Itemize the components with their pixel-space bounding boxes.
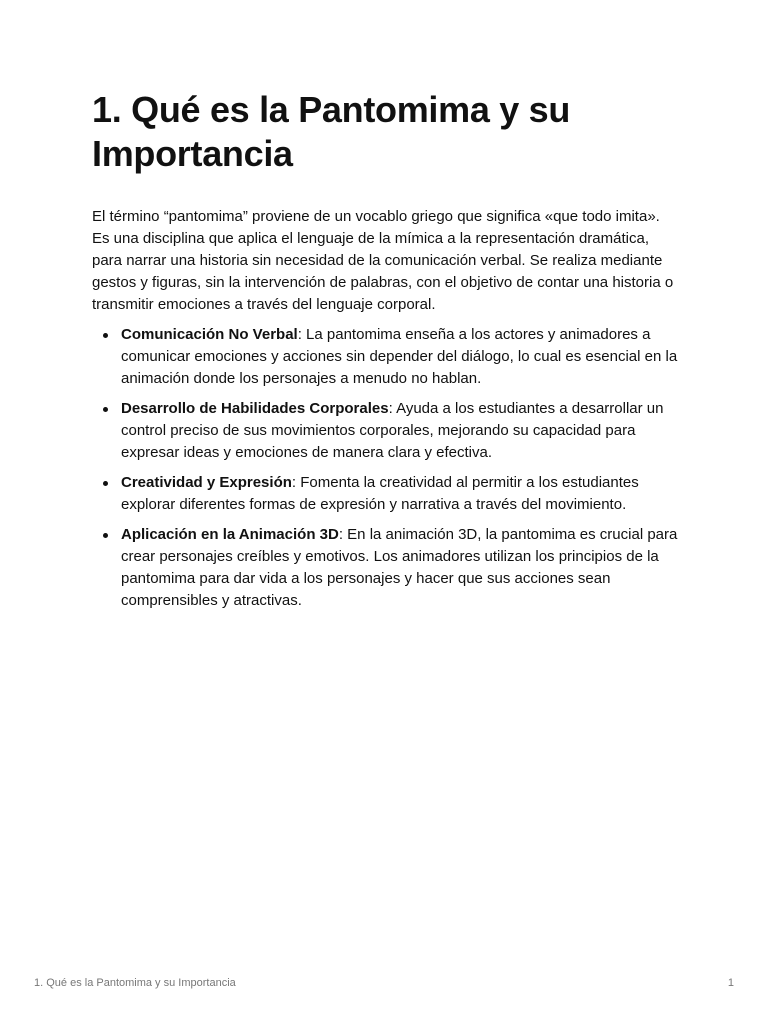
document-page bbox=[92, 88, 682, 620]
intro-paragraph: Es una disciplina que aplica el lenguaje de la mímica a la representación dramática, para narrar una historia sin necesidad de la comunicación verbal. Se realiza mediante gestos y figuras, sin la intervención de palabras, con el objetivo de contar una historia o transmitir emociones a través del lenguaje corporal. bbox=[92, 230, 674, 313]
list-item bbox=[121, 324, 682, 390]
bullet-icon bbox=[103, 333, 108, 338]
intro-text bbox=[92, 206, 682, 316]
bullet-text: : La pantomima enseña a los actores y animadores a comunicar emociones y acciones sin depender del diálogo, lo cual es esencial en la animación donde los personajes a menudo no hablan. bbox=[121, 326, 678, 387]
bullet-text: : Fomenta la creatividad al permitir a los estudiantes explorar diferentes formas de expresión y narrativa a través del movimiento. bbox=[121, 474, 639, 513]
bullet-term: Desarrollo de Habilidades Corporales bbox=[121, 400, 389, 417]
bullet-list bbox=[92, 324, 682, 612]
bullet-icon bbox=[103, 533, 108, 538]
list-item bbox=[121, 524, 682, 612]
bullet-term: Creatividad y Expresión bbox=[121, 474, 292, 491]
bullet-text: : En la animación 3D, la pantomima es crucial para crear personajes creíbles y emotivos. Los animadores utilizan los principios de la pantomima para dar vida a los personajes y hacer que sus acciones sean comprensibles y atractivas. bbox=[121, 526, 678, 609]
bullet-term: Aplicación en la Animación 3D bbox=[121, 526, 339, 543]
bullet-term: Comunicación No Verbal bbox=[121, 326, 298, 343]
footer-running-title: 1. Qué es la Pantomima y su Importancia bbox=[34, 977, 236, 989]
list-item bbox=[121, 398, 682, 464]
bullet-text: : Ayuda a los estudiantes a desarrollar un control preciso de sus movimientos corporales, mejorando su capacidad para expresar ideas y emociones de manera clara y efectiva. bbox=[121, 400, 664, 461]
bullet-icon bbox=[103, 481, 108, 486]
intro-paragraph: El término “pantomima” proviene de un vocablo griego que significa «que todo imita». bbox=[92, 208, 660, 225]
page-title: 1. Qué es la Pantomima y su Importancia bbox=[92, 89, 571, 174]
bullet-icon bbox=[103, 407, 108, 412]
footer-page-number: 1 bbox=[727, 977, 734, 989]
list-item bbox=[121, 472, 682, 516]
